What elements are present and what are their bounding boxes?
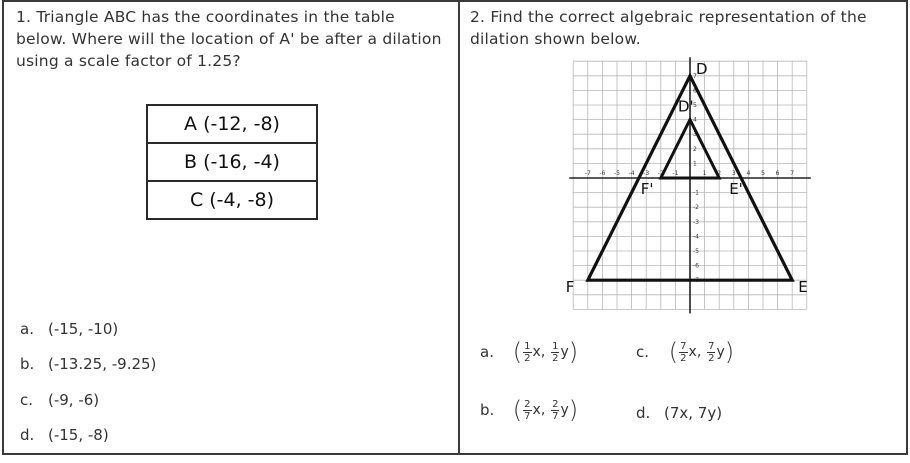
comma: , — [540, 402, 546, 418]
fraction — [551, 341, 559, 364]
small-triangle-vertex-label: D' — [678, 97, 694, 116]
big-triangle-vertex-label: E — [798, 278, 808, 297]
table-row — [147, 143, 317, 181]
fraction — [679, 341, 687, 364]
q1-choice-c[interactable] — [20, 391, 99, 409]
y-tick-label: -2 — [693, 204, 699, 212]
x-tick-label: -6 — [599, 170, 606, 177]
q1-choice-b[interactable] — [20, 355, 156, 373]
choice-label: a. — [480, 342, 494, 361]
x-tick-label: 5 — [761, 170, 765, 177]
x-tick-label: -1 — [672, 170, 679, 177]
y-tick-label: 2 — [693, 145, 697, 153]
coordinate-cell-b: B (-16, -4) — [147, 143, 317, 181]
x-tick-label: 4 — [746, 170, 751, 177]
fraction — [551, 399, 559, 422]
fraction-numerator: 7 — [680, 340, 687, 352]
fraction-denominator: 2 — [524, 352, 531, 364]
y-tick-label: 5 — [693, 102, 697, 109]
fraction-denominator: 7 — [524, 410, 531, 422]
fraction-numerator: 1 — [524, 340, 531, 352]
fraction-numerator: 7 — [708, 340, 715, 352]
x-tick-label: -2 — [657, 170, 664, 177]
fraction-denominator: 7 — [552, 410, 559, 422]
y-tick-label: 6 — [693, 87, 697, 95]
q1-choice-d[interactable] — [20, 426, 109, 444]
choice-label: b. — [480, 400, 495, 419]
y-tick-label: -7 — [693, 277, 699, 285]
choice-label: c. — [636, 342, 650, 361]
y-tick-label: 4 — [693, 116, 697, 124]
x-tick-label: 6 — [775, 170, 780, 177]
choice-label: c. — [20, 391, 34, 409]
coordinate-cell-c: C (-4, -8) — [147, 181, 317, 219]
fraction-denominator: 2 — [708, 352, 715, 364]
q2-choice-c[interactable] — [636, 338, 734, 366]
q1-choice-a[interactable] — [20, 320, 118, 338]
open-paren: ( — [512, 396, 523, 424]
big-triangle-vertex-label: F — [565, 278, 575, 297]
question-1-panel — [2, 0, 460, 455]
x-tick-label: -7 — [584, 170, 591, 177]
choice-text: (-13.25, -9.25) — [48, 355, 157, 373]
q2-choice-b[interactable] — [480, 396, 578, 424]
x-tick-label: 3 — [731, 170, 736, 177]
x-tick-label: -5 — [614, 170, 620, 177]
close-paren: ) — [568, 396, 579, 424]
dilation-graph — [560, 54, 860, 314]
choice-text: (7x, 7y) — [664, 404, 723, 422]
y-tick-label: -5 — [693, 248, 699, 255]
choice-label: d. — [636, 404, 651, 422]
open-paren: ( — [512, 338, 523, 366]
choice-label: b. — [20, 355, 35, 373]
question-2-panel — [458, 0, 908, 455]
y-tick-label: -4 — [693, 233, 699, 241]
y-tick-label: 1 — [693, 160, 697, 168]
y-variable: y — [560, 344, 569, 360]
question-2-prompt: 2. Find the correct algebraic representation of the dilation shown below. — [470, 8, 867, 48]
x-variable: x — [532, 402, 541, 418]
close-paren: ) — [568, 338, 579, 366]
choice-label: a. — [20, 320, 34, 338]
coordinates-table — [146, 104, 318, 220]
y-tick-label: -1 — [693, 189, 699, 197]
comma: , — [696, 344, 702, 360]
open-paren: ( — [668, 338, 679, 366]
small-triangle-vertex-label: E' — [729, 180, 743, 198]
fraction — [523, 341, 531, 364]
big-triangle-vertex-label: D — [696, 59, 708, 78]
q2-choice-d[interactable] — [636, 404, 722, 422]
y-tick-label: 7 — [693, 72, 697, 80]
table-row — [147, 105, 317, 143]
y-tick-label: 3 — [693, 131, 697, 139]
close-paren: ) — [724, 338, 735, 366]
x-tick-label: 7 — [790, 170, 795, 177]
fraction-numerator: 2 — [552, 398, 559, 410]
x-variable: x — [532, 344, 541, 360]
fraction-denominator: 2 — [552, 352, 559, 364]
choice-text: (-15, -10) — [48, 320, 119, 338]
comma: , — [540, 344, 546, 360]
x-tick-label: -4 — [628, 170, 635, 177]
fraction-numerator: 2 — [524, 398, 531, 410]
x-variable: x — [688, 344, 697, 360]
y-tick-label: -6 — [693, 262, 699, 270]
y-variable: y — [716, 344, 725, 360]
x-tick-label: -3 — [643, 170, 650, 177]
fraction — [707, 341, 715, 364]
table-row — [147, 181, 317, 219]
fraction-numerator: 1 — [552, 340, 559, 352]
q2-choice-a[interactable] — [480, 338, 578, 366]
x-tick-label: 2 — [717, 170, 722, 177]
choice-text: (-15, -8) — [48, 426, 109, 444]
x-tick-label: 1 — [702, 170, 707, 177]
question-1-prompt: 1. Triangle ABC has the coordinates in the table below. Where will the location of A' be after a dilation using a scale factor of 1.25? — [16, 8, 442, 70]
choice-text: (-9, -6) — [48, 391, 100, 409]
small-triangle-vertex-label: F' — [640, 180, 654, 198]
fraction — [523, 399, 531, 422]
choice-label: d. — [20, 426, 35, 444]
y-tick-label: -3 — [693, 218, 699, 226]
y-variable: y — [560, 402, 569, 418]
coordinate-cell-a: A (-12, -8) — [147, 105, 317, 143]
fraction-denominator: 2 — [680, 352, 687, 364]
